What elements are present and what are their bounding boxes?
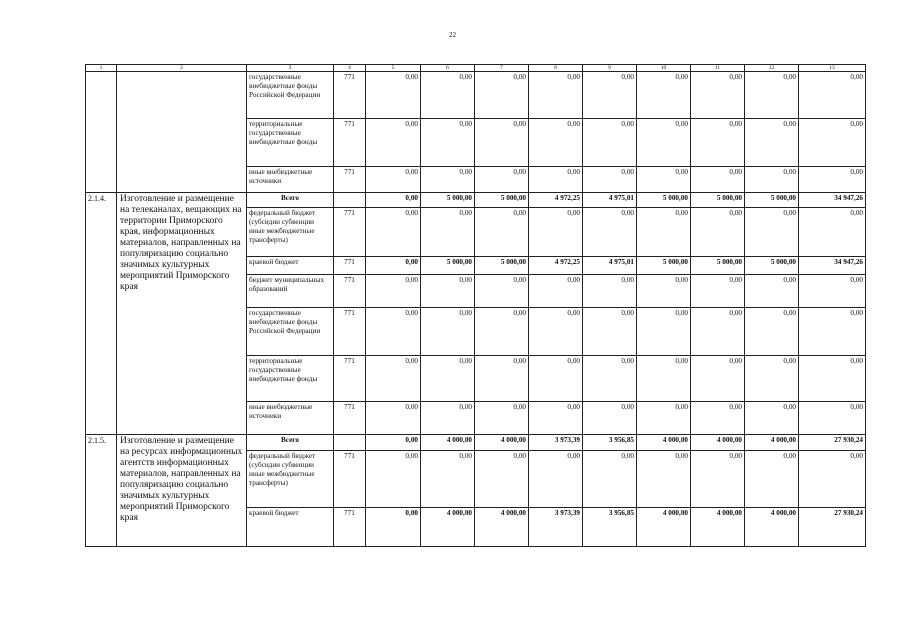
value-cell-col11: 0,00: [691, 208, 745, 257]
value-cell-col7: 0,00: [475, 308, 529, 356]
value-cell-col5: 0,00: [366, 308, 421, 356]
value-cell-col7: 5 000,00: [475, 193, 529, 208]
header-cell-10: 10: [637, 65, 691, 72]
value-cell-col10: 0,00: [637, 451, 691, 508]
value-cell-col7: 0,00: [475, 451, 529, 508]
value-cell-col10: 0,00: [637, 275, 691, 308]
value-cell-col9: 0,00: [583, 119, 637, 167]
funding-source-cell: Всего: [247, 193, 334, 208]
header-cell-4: 4: [334, 65, 366, 72]
value-cell-col11: 0,00: [691, 119, 745, 167]
value-cell-col5: 0,00: [366, 119, 421, 167]
admin-code-cell: 771: [334, 308, 366, 356]
funding-source-cell: иные внебюджетные источники: [247, 167, 334, 193]
value-cell-col9: 0,00: [583, 72, 637, 119]
value-cell-col13: 0,00: [799, 167, 866, 193]
page-number: 22: [449, 31, 456, 39]
admin-code-cell: 771: [334, 451, 366, 508]
value-cell-col6: 4 000,00: [421, 435, 475, 451]
value-cell-col8: 0,00: [529, 402, 583, 435]
value-cell-col5: 0,00: [366, 275, 421, 308]
value-cell-col10: 0,00: [637, 208, 691, 257]
value-cell-col7: 0,00: [475, 402, 529, 435]
value-cell-col9: 0,00: [583, 275, 637, 308]
funding-source-cell: федеральный бюджет (субсидии субвенции иные межбюджетные трансферты): [247, 208, 334, 257]
value-cell-col12: 0,00: [745, 72, 799, 119]
value-cell-col13: 0,00: [799, 72, 866, 119]
value-cell-col10: 4 000,00: [637, 435, 691, 451]
value-cell-col8: 4 972,25: [529, 193, 583, 208]
value-cell-col8: 3 973,39: [529, 508, 583, 547]
item-number-cell: 2.1.5.: [86, 435, 117, 547]
value-cell-col11: 4 000,00: [691, 435, 745, 451]
value-cell-col11: 5 000,00: [691, 257, 745, 275]
value-cell-col11: 0,00: [691, 72, 745, 119]
value-cell-col5: 0,00: [366, 208, 421, 257]
value-cell-col8: 0,00: [529, 72, 583, 119]
value-cell-col10: 0,00: [637, 308, 691, 356]
value-cell-col6: 0,00: [421, 402, 475, 435]
value-cell-col13: 0,00: [799, 275, 866, 308]
admin-code-cell: 771: [334, 167, 366, 193]
value-cell-col8: 0,00: [529, 208, 583, 257]
value-cell-col7: 4 000,00: [475, 435, 529, 451]
value-cell-col7: 0,00: [475, 167, 529, 193]
table-row: [86, 193, 866, 208]
header-cell-6: 6: [421, 65, 475, 72]
header-cell-9: 9: [583, 65, 637, 72]
value-cell-col10: 0,00: [637, 167, 691, 193]
value-cell-col5: 0,00: [366, 402, 421, 435]
admin-code-cell: 771: [334, 119, 366, 167]
value-cell-col10: 4 000,00: [637, 508, 691, 547]
value-cell-col7: 0,00: [475, 72, 529, 119]
value-cell-col10: 0,00: [637, 119, 691, 167]
value-cell-col5: 0,00: [366, 435, 421, 451]
header-cell-3: 3: [247, 65, 334, 72]
value-cell-col13: 0,00: [799, 451, 866, 508]
value-cell-col11: 0,00: [691, 402, 745, 435]
admin-code-cell: 771: [334, 257, 366, 275]
admin-code-cell: [334, 435, 366, 451]
item-number-cell: 2.1.4.: [86, 193, 117, 435]
admin-code-cell: 771: [334, 402, 366, 435]
funding-source-cell: бюджет муниципальных образований: [247, 275, 334, 308]
value-cell-col9: 3 956,85: [583, 435, 637, 451]
value-cell-col9: 3 956,85: [583, 508, 637, 547]
funding-source-cell: краевой бюджет: [247, 257, 334, 275]
value-cell-col6: 0,00: [421, 208, 475, 257]
value-cell-col13: 27 930,24: [799, 435, 866, 451]
item-number-cell: [86, 72, 117, 193]
value-cell-col12: 0,00: [745, 402, 799, 435]
value-cell-col12: 0,00: [745, 308, 799, 356]
value-cell-col12: 0,00: [745, 275, 799, 308]
value-cell-col8: 0,00: [529, 119, 583, 167]
value-cell-col7: 0,00: [475, 356, 529, 402]
header-cell-5: 5: [366, 65, 421, 72]
value-cell-col12: 4 000,00: [745, 435, 799, 451]
header-cell-8: 8: [529, 65, 583, 72]
value-cell-col12: 4 000,00: [745, 508, 799, 547]
value-cell-col7: 5 000,00: [475, 257, 529, 275]
value-cell-col5: 0,00: [366, 193, 421, 208]
value-cell-col5: 0,00: [366, 508, 421, 547]
admin-code-cell: 771: [334, 72, 366, 119]
value-cell-col13: 27 930,24: [799, 508, 866, 547]
value-cell-col8: 3 973,39: [529, 435, 583, 451]
funding-source-cell: территориальные государственные внебюджетные фонды: [247, 356, 334, 402]
value-cell-col13: 0,00: [799, 356, 866, 402]
admin-code-cell: 771: [334, 208, 366, 257]
value-cell-col12: 0,00: [745, 208, 799, 257]
value-cell-col6: 0,00: [421, 119, 475, 167]
value-cell-col5: 0,00: [366, 356, 421, 402]
value-cell-col13: 0,00: [799, 308, 866, 356]
value-cell-col9: 0,00: [583, 167, 637, 193]
funding-source-cell: территориальные государственные внебюджетные фонды: [247, 119, 334, 167]
funding-source-cell: краевой бюджет: [247, 508, 334, 547]
funding-source-cell: федеральный бюджет (субсидии субвенции иные межбюджетные трансферты): [247, 451, 334, 508]
value-cell-col8: 0,00: [529, 308, 583, 356]
value-cell-col5: 0,00: [366, 167, 421, 193]
value-cell-col6: 5 000,00: [421, 193, 475, 208]
admin-code-cell: 771: [334, 508, 366, 547]
header-row: [86, 65, 866, 72]
value-cell-col5: 0,00: [366, 72, 421, 119]
value-cell-col10: 0,00: [637, 72, 691, 119]
value-cell-col9: 4 975,01: [583, 193, 637, 208]
item-name-cell: Изготовление и размещение на телеканалах, вещающих на территории Приморского края, информационных материалов, направленных на популяризацию социально значимых культурных мероприятий Приморского края: [117, 193, 247, 435]
value-cell-col6: 0,00: [421, 451, 475, 508]
value-cell-col7: 4 000,00: [475, 508, 529, 547]
value-cell-col11: 0,00: [691, 356, 745, 402]
value-cell-col6: 5 000,00: [421, 257, 475, 275]
table-row: [86, 435, 866, 451]
funding-source-cell: государственные внебюджетные фонды Российской Федерации: [247, 72, 334, 119]
value-cell-col6: 0,00: [421, 308, 475, 356]
value-cell-col10: 0,00: [637, 356, 691, 402]
value-cell-col10: 5 000,00: [637, 257, 691, 275]
value-cell-col11: 0,00: [691, 167, 745, 193]
item-name-cell: [117, 72, 247, 193]
value-cell-col8: 0,00: [529, 167, 583, 193]
value-cell-col6: 0,00: [421, 275, 475, 308]
value-cell-col11: 0,00: [691, 275, 745, 308]
value-cell-col8: 0,00: [529, 451, 583, 508]
value-cell-col11: 0,00: [691, 451, 745, 508]
value-cell-col9: 0,00: [583, 451, 637, 508]
value-cell-col13: 0,00: [799, 402, 866, 435]
value-cell-col13: 34 947,26: [799, 193, 866, 208]
value-cell-col10: 0,00: [637, 402, 691, 435]
value-cell-col9: 0,00: [583, 308, 637, 356]
value-cell-col6: 0,00: [421, 356, 475, 402]
value-cell-col7: 0,00: [475, 275, 529, 308]
funding-source-cell: Всего: [247, 435, 334, 451]
value-cell-col10: 5 000,00: [637, 193, 691, 208]
header-cell-1: 1: [86, 65, 117, 72]
value-cell-col13: 0,00: [799, 208, 866, 257]
value-cell-col12: 0,00: [745, 167, 799, 193]
value-cell-col6: 4 000,00: [421, 508, 475, 547]
value-cell-col9: 0,00: [583, 208, 637, 257]
value-cell-col8: 0,00: [529, 275, 583, 308]
value-cell-col11: 0,00: [691, 308, 745, 356]
funding-source-cell: иные внебюджетные источники: [247, 402, 334, 435]
value-cell-col12: 5 000,00: [745, 193, 799, 208]
table-row: [86, 72, 866, 119]
value-cell-col11: 4 000,00: [691, 508, 745, 547]
value-cell-col6: 0,00: [421, 167, 475, 193]
value-cell-col7: 0,00: [475, 208, 529, 257]
value-cell-col7: 0,00: [475, 119, 529, 167]
admin-code-cell: [334, 193, 366, 208]
value-cell-col12: 0,00: [745, 356, 799, 402]
admin-code-cell: 771: [334, 356, 366, 402]
value-cell-col12: 0,00: [745, 451, 799, 508]
value-cell-col11: 5 000,00: [691, 193, 745, 208]
value-cell-col12: 0,00: [745, 119, 799, 167]
value-cell-col9: 4 975,01: [583, 257, 637, 275]
item-name-cell: Изготовление и размещение на ресурсах информационных агентств информационных материалов, направленных на популяризацию социально значимых культурных мероприятий Приморского края: [117, 435, 247, 547]
funding-source-cell: государственные внебюджетные фонды Российской Федерации: [247, 308, 334, 356]
header-cell-12: 12: [745, 65, 799, 72]
value-cell-col5: 0,00: [366, 451, 421, 508]
value-cell-col9: 0,00: [583, 356, 637, 402]
value-cell-col6: 0,00: [421, 72, 475, 119]
header-cell-13: 13: [799, 65, 866, 72]
value-cell-col9: 0,00: [583, 402, 637, 435]
value-cell-col8: 0,00: [529, 356, 583, 402]
value-cell-col13: 34 947,26: [799, 257, 866, 275]
value-cell-col12: 5 000,00: [745, 257, 799, 275]
value-cell-col13: 0,00: [799, 119, 866, 167]
header-cell-11: 11: [691, 65, 745, 72]
value-cell-col8: 4 972,25: [529, 257, 583, 275]
header-cell-7: 7: [475, 65, 529, 72]
header-cell-2: 2: [117, 65, 247, 72]
admin-code-cell: 771: [334, 275, 366, 308]
budget-table: [85, 64, 866, 547]
value-cell-col5: 0,00: [366, 257, 421, 275]
